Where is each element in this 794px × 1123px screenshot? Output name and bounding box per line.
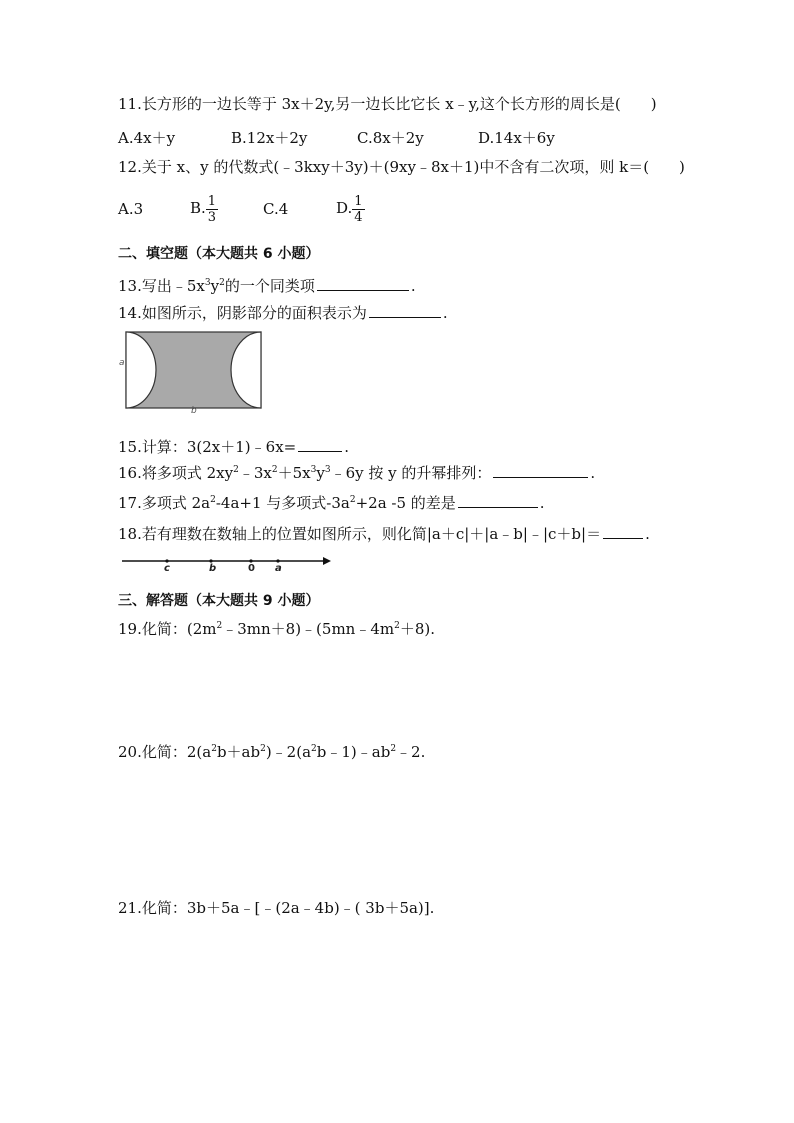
axis-label-zero: 0	[248, 563, 255, 574]
q12-option-d	[336, 188, 365, 228]
q16-text-4: y	[316, 464, 325, 482]
q20-sup-1: 2	[211, 744, 217, 754]
q16-sup-2: 2	[271, 465, 278, 475]
q16-sup-3: 3	[310, 465, 317, 475]
q18-end: .	[645, 525, 650, 543]
question-15	[118, 436, 349, 457]
q12-option-b-prefix: B.	[190, 199, 206, 217]
q19-text-3: ＋8).	[399, 620, 435, 638]
q15-text: 15.计算：3(2x＋1)﹣6x=	[118, 438, 297, 456]
q19-text-1: 19.化简：(2m	[118, 620, 217, 638]
q12-option-d-prefix: D.	[336, 199, 353, 217]
question-19	[118, 619, 435, 639]
fraction-denominator: 3	[207, 209, 217, 225]
q11-option-a: A.4x＋y	[118, 129, 176, 147]
q17-sup-2: 2	[349, 495, 356, 505]
question-21: 21.化简：3b＋5a﹣[﹣(2a﹣4b)﹣( 3b＋5a)].	[118, 899, 435, 917]
question-12-stem: 12.关于 x、y 的代数式(﹣3kxy＋3y)＋(9xy﹣8x＋1)中不含有二次项，则 k＝( )	[118, 158, 685, 176]
q13-text-pre: 13.写出﹣5x	[118, 277, 205, 295]
q14-text: 14.如图所示，阴影部分的面积表示为	[118, 304, 367, 322]
q17-answer-blank[interactable]	[458, 492, 538, 508]
q17-sup-1: 2	[210, 495, 216, 505]
q17-end: .	[539, 494, 545, 512]
q13-answer-blank[interactable]	[317, 275, 409, 291]
q11-option-d: D.14x＋6y	[478, 129, 555, 147]
q20-sup-4: 2	[390, 744, 397, 754]
q13-text-mid: y	[210, 277, 220, 295]
q20-sup-2: 2	[260, 744, 266, 754]
q19-sup-2: 2	[394, 621, 400, 631]
q12-option-a: A.3	[118, 200, 144, 218]
q12-option-d-fraction	[352, 194, 364, 225]
q14-label-b: b	[191, 406, 197, 416]
q20-sup-3: 2	[311, 744, 317, 754]
q15-answer-blank[interactable]	[298, 436, 342, 452]
question-16	[118, 462, 595, 483]
q18-text: 18.若有理数在数轴上的位置如图所示，则化简|a＋c|＋|a﹣b|﹣|c＋b|＝	[118, 525, 602, 543]
q16-text-2: ﹣3x	[238, 464, 272, 482]
axis-label-a: a	[275, 563, 282, 574]
q11-option-c: C.8x＋2y	[357, 129, 424, 147]
q14-shaded-rectangle-figure	[118, 326, 268, 418]
q12-option-c: C.4	[263, 200, 289, 218]
q14-end: .	[442, 304, 448, 322]
axis-label-c: c	[164, 563, 170, 574]
axis-label-b: b	[209, 563, 217, 574]
q13-text-post: 的一个同类项	[224, 277, 315, 295]
fraction-numerator: 1	[354, 193, 363, 209]
q17-text-3: +2a -5 的差是	[355, 494, 456, 512]
q11-option-b: B.12x＋2y	[231, 129, 308, 147]
q12-option-b-fraction	[206, 194, 218, 225]
q18-number-line	[118, 552, 338, 576]
q20-text-3: )﹣2(a	[265, 743, 312, 761]
section-3-heading: 三、解答题（本大题共 9 小题）	[118, 593, 320, 609]
question-14	[118, 302, 448, 323]
q16-sup-1: 2	[233, 465, 239, 475]
q19-text-2: ﹣3mn＋8)﹣(5mn﹣4m	[222, 620, 395, 638]
q16-sup-4: 3	[324, 465, 331, 475]
q20-text-4: b﹣1)﹣ab	[316, 743, 391, 761]
axis-arrow-icon	[323, 557, 331, 565]
fraction-numerator: 1	[207, 193, 217, 209]
q14-label-a: a	[119, 358, 125, 368]
q16-text-5: ﹣6y 按 y 的升幂排列：	[330, 464, 492, 482]
question-18	[118, 523, 650, 544]
q17-text-2: -4a+1 与多项式-3a	[215, 494, 350, 512]
q12-option-b	[190, 188, 218, 228]
q17-text-1: 17.多项式 2a	[118, 494, 211, 512]
q16-text-1: 16.将多项式 2xy	[118, 464, 234, 482]
question-13	[118, 275, 416, 296]
q13-end: .	[410, 277, 416, 295]
q20-text-5: ﹣2.	[396, 743, 426, 761]
q15-end: .	[344, 438, 350, 456]
question-11-stem: 11.长方形的一边长等于 3x＋2y,另一边长比它长 x﹣y,这个长方形的周长是( )	[118, 95, 657, 113]
fraction-denominator: 4	[354, 209, 363, 225]
q20-text-2: b＋ab	[216, 743, 261, 761]
section-2-heading: 二、填空题（本大题共 6 小题）	[118, 246, 320, 262]
q13-sup1: 3	[204, 278, 211, 288]
question-20	[118, 742, 425, 762]
q14-answer-blank[interactable]	[369, 302, 441, 318]
q18-answer-blank[interactable]	[603, 523, 643, 539]
q20-text-1: 20.化简：2(a	[118, 743, 212, 761]
q19-sup-1: 2	[216, 621, 223, 631]
q13-sup2: 2	[219, 278, 225, 288]
question-17	[118, 492, 545, 513]
q16-text-3: ＋5x	[277, 464, 311, 482]
q16-end: .	[590, 464, 596, 482]
q16-answer-blank[interactable]	[493, 462, 588, 478]
